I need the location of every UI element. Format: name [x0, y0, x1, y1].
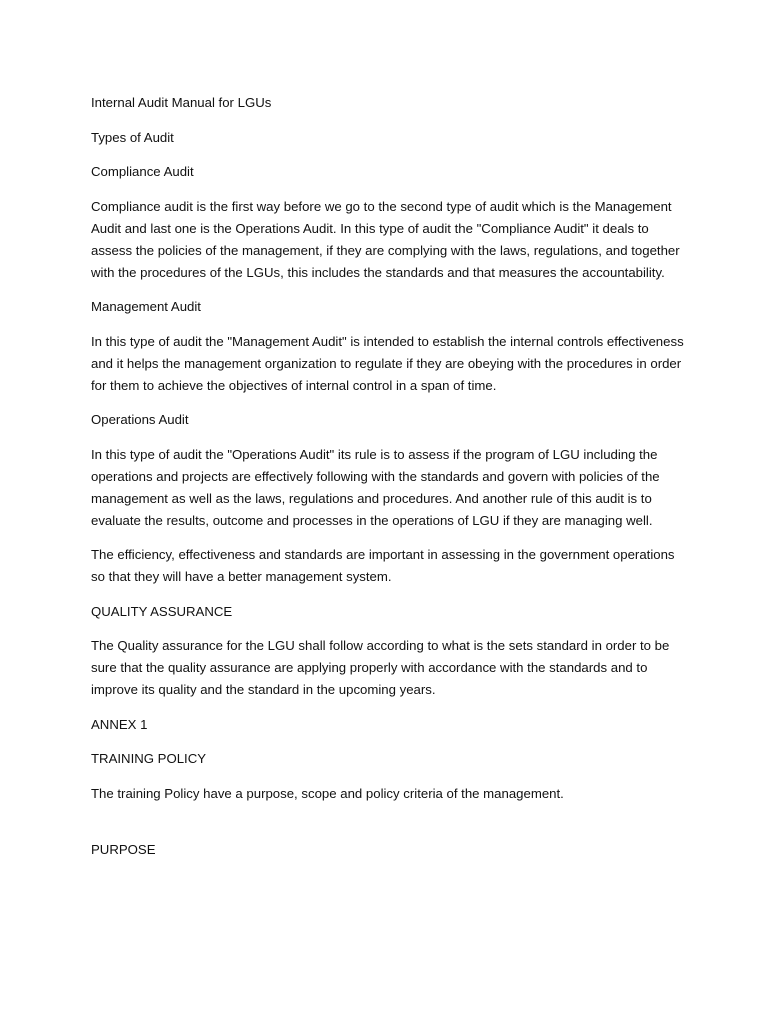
paragraph-quality-assurance: The Quality assurance for the LGU shall follow according to what is the sets standard in order to be sure that the quality assurance are applying properly with accordance with the standards and to improve its quality and the standard in the upcoming years.	[91, 638, 670, 697]
heading-operations-audit: Operations Audit	[91, 412, 189, 427]
heading-quality-assurance: QUALITY ASSURANCE	[91, 603, 233, 619]
document-title: Internal Audit Manual for LGUs	[91, 95, 272, 110]
heading-training-policy: TRAINING POLICY	[91, 751, 207, 766]
document-body	[91, 92, 691, 873]
annex-label: ANNEX 1	[91, 716, 148, 732]
paragraph-efficiency: The efficiency, effectiveness and standards are important in assessing in the government operations so that they will have a better management system.	[91, 547, 675, 584]
paragraph-management-audit: In this type of audit the "Management Audit" is intended to establish the internal controls effectiveness and it helps the management organization to regulate if they are obeying with the procedures in order for them to achieve the objectives of internal control in a span of time.	[91, 333, 684, 393]
heading-management-audit: Management Audit	[91, 299, 201, 314]
paragraph-compliance-audit: Compliance audit is the first way before we go to the second type of audit which is the Management Audit and last one is the Operations Audit. In this type of audit the "Compliance Audit" it deals to assess the policies of the management, if they are complying with the laws, regulations, and together with the procedures of the LGUs, this includes the standards and that measures the accountability.	[91, 198, 680, 280]
heading-compliance-audit: Compliance Audit	[91, 164, 194, 179]
heading-purpose: PURPOSE	[91, 841, 156, 857]
section-heading-types-of-audit: Types of Audit	[91, 129, 174, 145]
paragraph-training-policy: The training Policy have a purpose, scope and policy criteria of the management.	[91, 785, 564, 801]
paragraph-operations-audit: In this type of audit the "Operations Audit" its rule is to assess if the program of LGU including the operations and projects are effectively following with the standards and govern with policies of the management as well as the laws, regulations and procedures. And another rule of this audit is to evaluate the results, outcome and processes in the operations of LGU if they are managing well.	[91, 446, 660, 528]
